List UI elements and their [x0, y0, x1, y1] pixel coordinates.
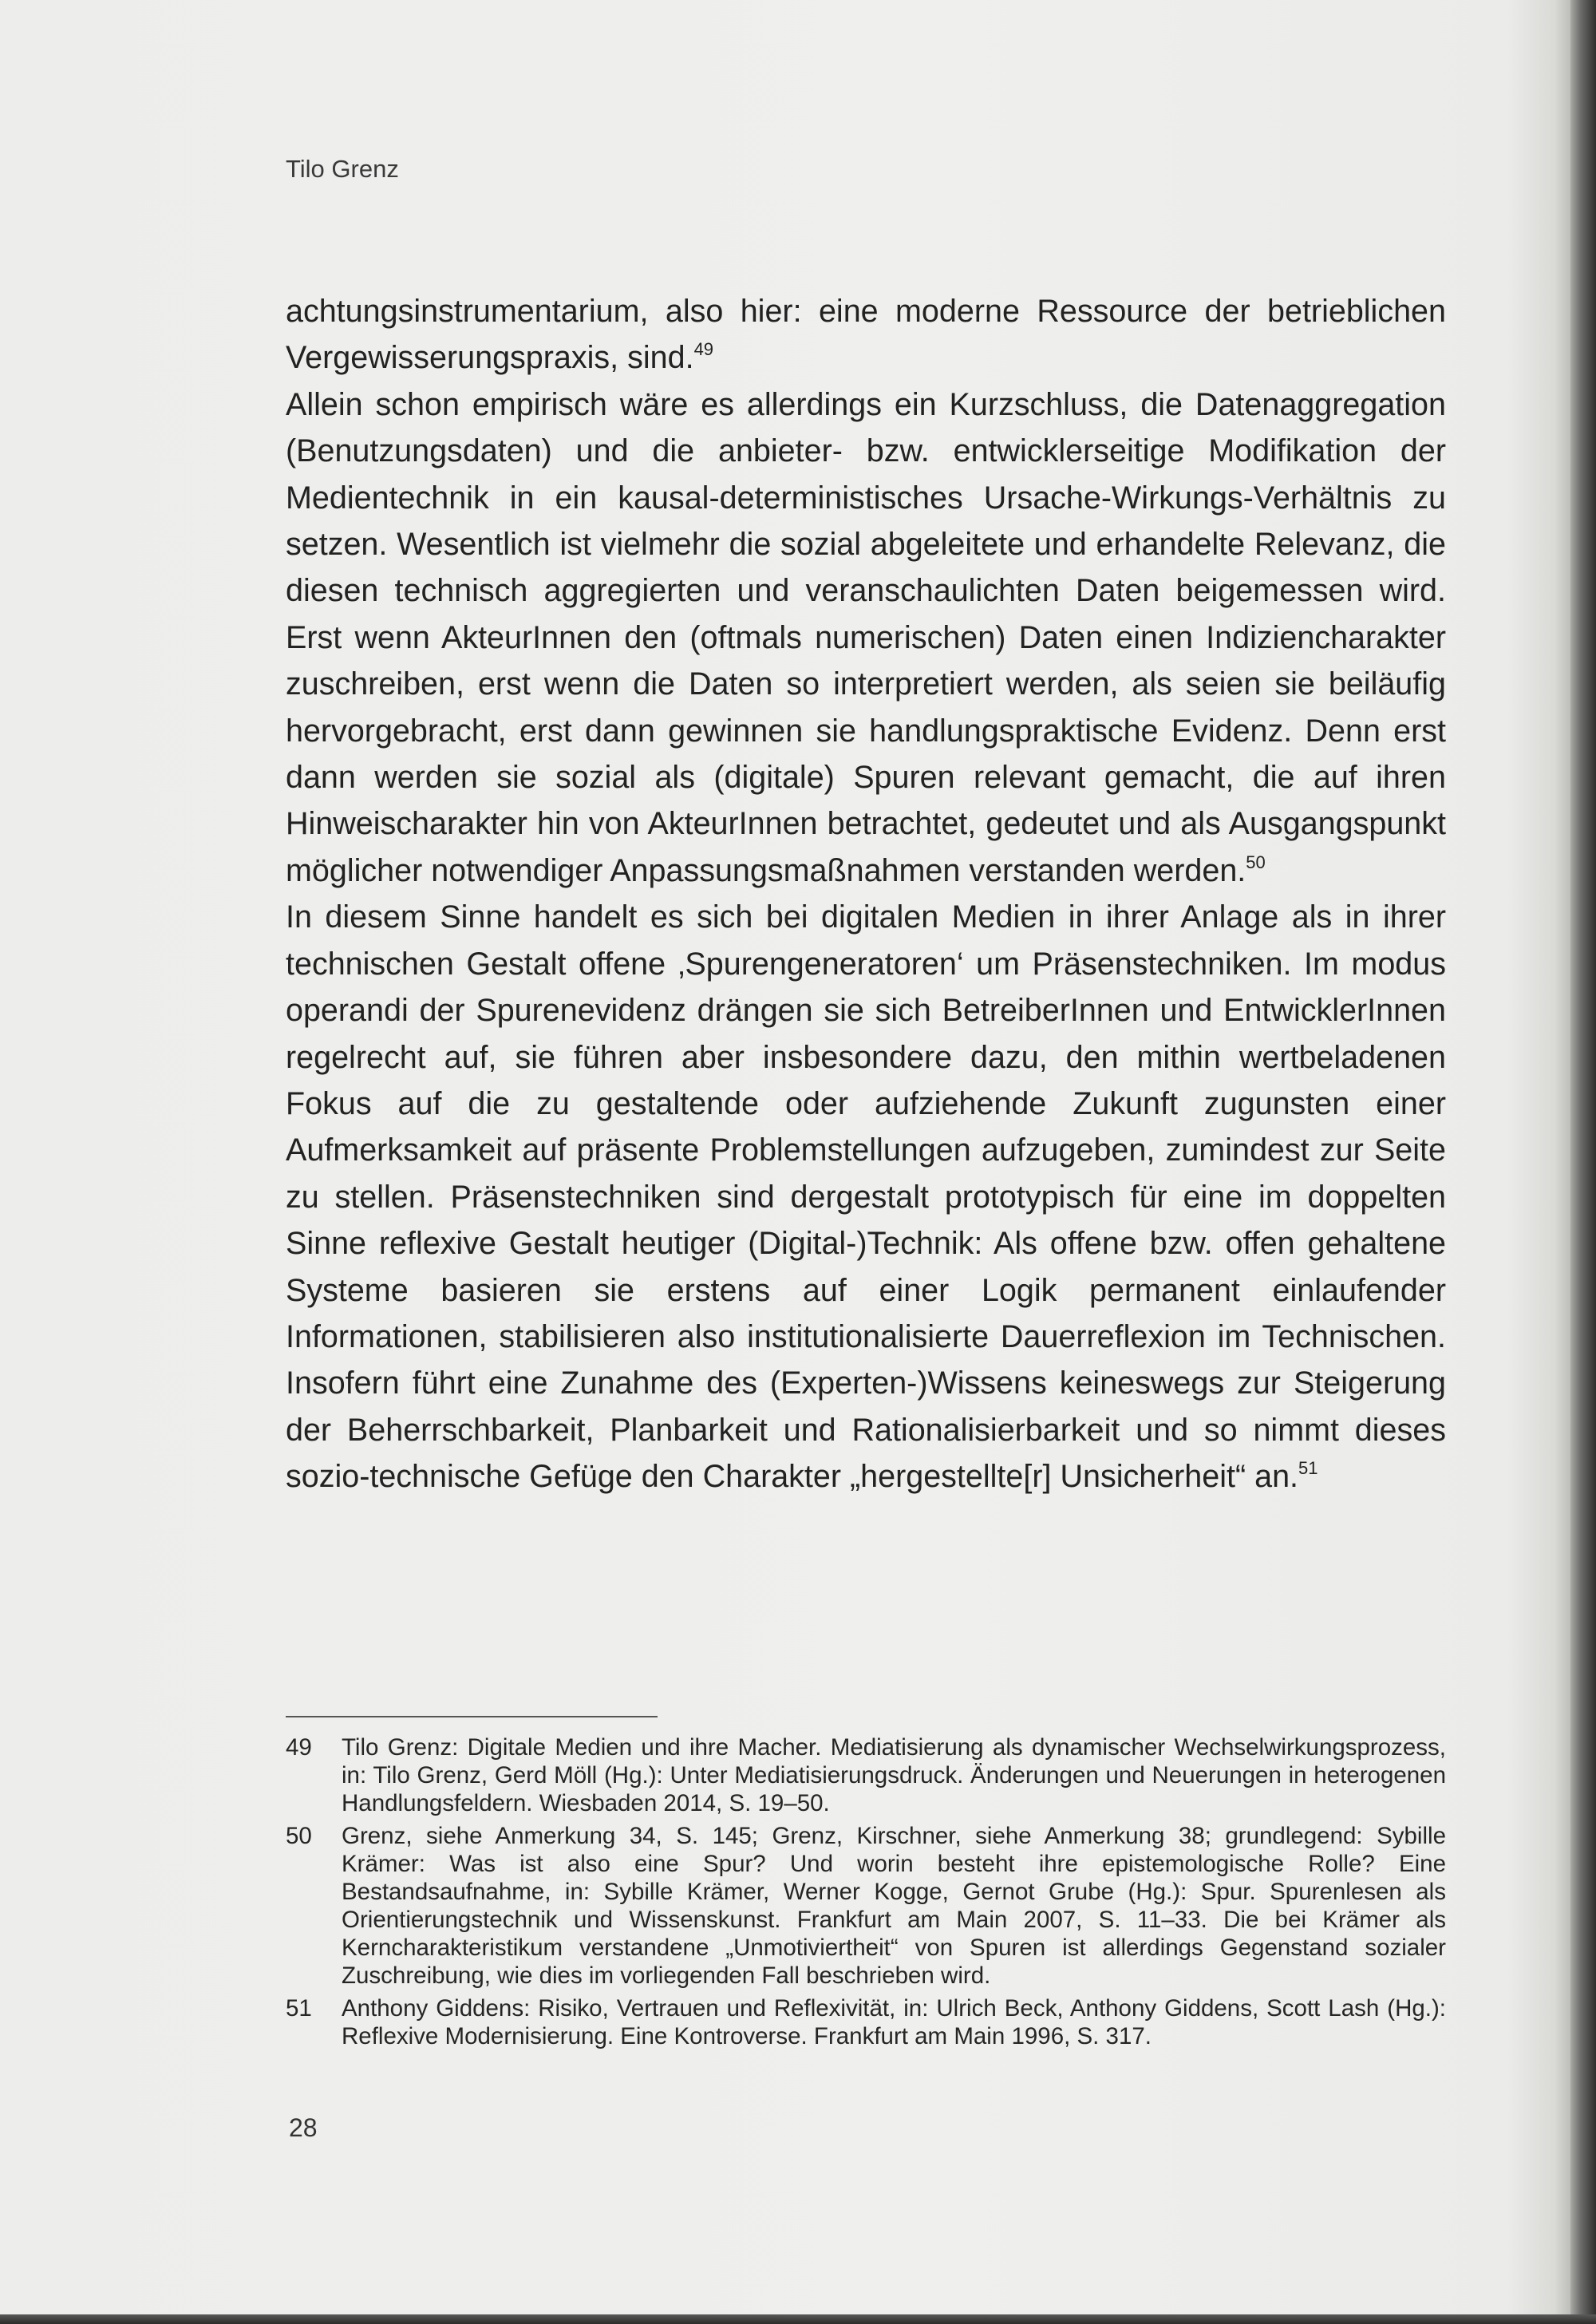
footnote-ref: 51	[1298, 1458, 1318, 1479]
footnotes	[286, 1733, 1446, 2055]
paragraph-text: Allein schon empirisch wäre es allerdings ein Kurzschluss, die Datenaggregation (Benutzungsdaten) und die anbieter- bzw. entwicklerseitige Modifikation der Medientechnik in ein kausal-deterministisches Ursache-Wirkungs-Verhältnis zu setzen. Wesentlich ist vielmehr die sozial abgeleitete und erhandelte Relevanz, die diesen technisch aggregierten und veranschaulichten Daten beigemessen wird. Erst wenn AkteurInnen den (oftmals numerischen) Daten einen Indiziencharakter zuschreiben, erst wenn die Daten so interpretiert werden, als seien sie beiläufig hervorgebracht, erst dann gewinnen sie handlungspraktische Evidenz. Denn erst dann werden sie sozial als (digitale) Spuren relevant gemacht, die auf ihren Hinweischarakter hin von AkteurInnen betrachtet, gedeutet und als Ausgangspunkt möglicher notwendiger Anpassungsmaßnahmen verstanden werden.	[286, 386, 1446, 888]
footnote-item	[286, 1733, 1446, 1817]
paragraph-text: achtungsinstrumentarium, also hier: eine moderne Ressource der betrieblichen Vergewisserungspraxis, sind.	[286, 294, 1446, 376]
body-paragraph	[286, 288, 1446, 381]
paragraph-text: In diesem Sinne handelt es sich bei digitalen Medien in ihrer Anlage als in ihrer technischen Gestalt offene ‚Spurengeneratoren‘ um Präsenstechniken. Im modus operandi der Spurenevidenz drängen sie sich BetreiberInnen und EntwicklerInnen regelrecht auf, sie führen aber insbesondere dazu, den mithin wertbeladenen Fokus auf die zu gestaltende oder aufziehende Zukunft zugunsten einer Aufmerksamkeit auf präsente Problemstellungen aufzugeben, zumindest zur Seite zu stellen. Präsenstechniken sind dergestalt prototypisch für eine im doppelten Sinne reflexive Gestalt heutiger (Digital-)Technik: Als offene bzw. offen gehaltene Systeme basieren sie erstens auf einer Logik permanent einlaufender Informationen, stabilisieren also institutionalisierte Dauerreflexion im Technischen. Insofern führt eine Zunahme des (Experten-)Wissens keineswegs zur Steigerung der Beherrschbarkeit, Planbarkeit und Rationalisierbarkeit und so nimmt dieses sozio-technische Gefüge den Charakter „hergestellte[r] Unsicherheit“ an.	[286, 899, 1446, 1495]
running-head: Tilo Grenz	[286, 155, 399, 183]
book-spine-shadow	[1570, 0, 1596, 2324]
page-bottom-shadow	[0, 2314, 1596, 2324]
body-text	[286, 288, 1446, 1500]
footnote-separator	[286, 1716, 658, 1717]
body-paragraph	[286, 381, 1446, 894]
footnote-item	[286, 1822, 1446, 1990]
footnote-ref: 50	[1246, 852, 1266, 873]
page-number: 28	[289, 2113, 318, 2142]
footnote-number: 49	[286, 1734, 312, 1761]
footnote-text: Grenz, siehe Anmerkung 34, S. 145; Grenz, Kirschner, siehe Anmerkung 38; grundlegend: Sybille Krämer: Was ist also eine Spur? Und worin besteht ihre epistemologische Rolle? Eine Bestandsaufnahme, in: Sybille Krämer, Werner Kogge, Gernot Grube (Hg.): Spur. Spurenlesen als Orientierungstechnik und Wissenskunst. Frankfurt am Main 2007, S. 11–33. Die bei Krämer als Kerncharakteristikum verstandene „Unmotiviertheit“ von Spuren ist allerdings Gegenstand sozialer Zuschreibung, wie dies im vorliegenden Fall beschrieben wird.	[342, 1823, 1446, 1989]
footnote-number: 51	[286, 1995, 312, 2022]
footnote-text: Tilo Grenz: Digitale Medien und ihre Macher. Mediatisierung als dynamischer Wechselwirkungsprozess, in: Tilo Grenz, Gerd Möll (Hg.): Unter Mediatisierungsdruck. Änderungen und Neuerungen in heterogenen Handlungsfeldern. Wiesbaden 2014, S. 19–50.	[342, 1734, 1446, 1816]
footnote-number: 50	[286, 1823, 312, 1849]
footnote-item	[286, 1994, 1446, 2050]
footnote-text: Anthony Giddens: Risiko, Vertrauen und Reflexivität, in: Ulrich Beck, Anthony Giddens, Scott Lash (Hg.): Reflexive Modernisierung. Eine Kontroverse. Frankfurt am Main 1996, S. 317.	[342, 1995, 1446, 2049]
footnote-ref: 49	[693, 339, 714, 360]
body-paragraph	[286, 894, 1446, 1500]
